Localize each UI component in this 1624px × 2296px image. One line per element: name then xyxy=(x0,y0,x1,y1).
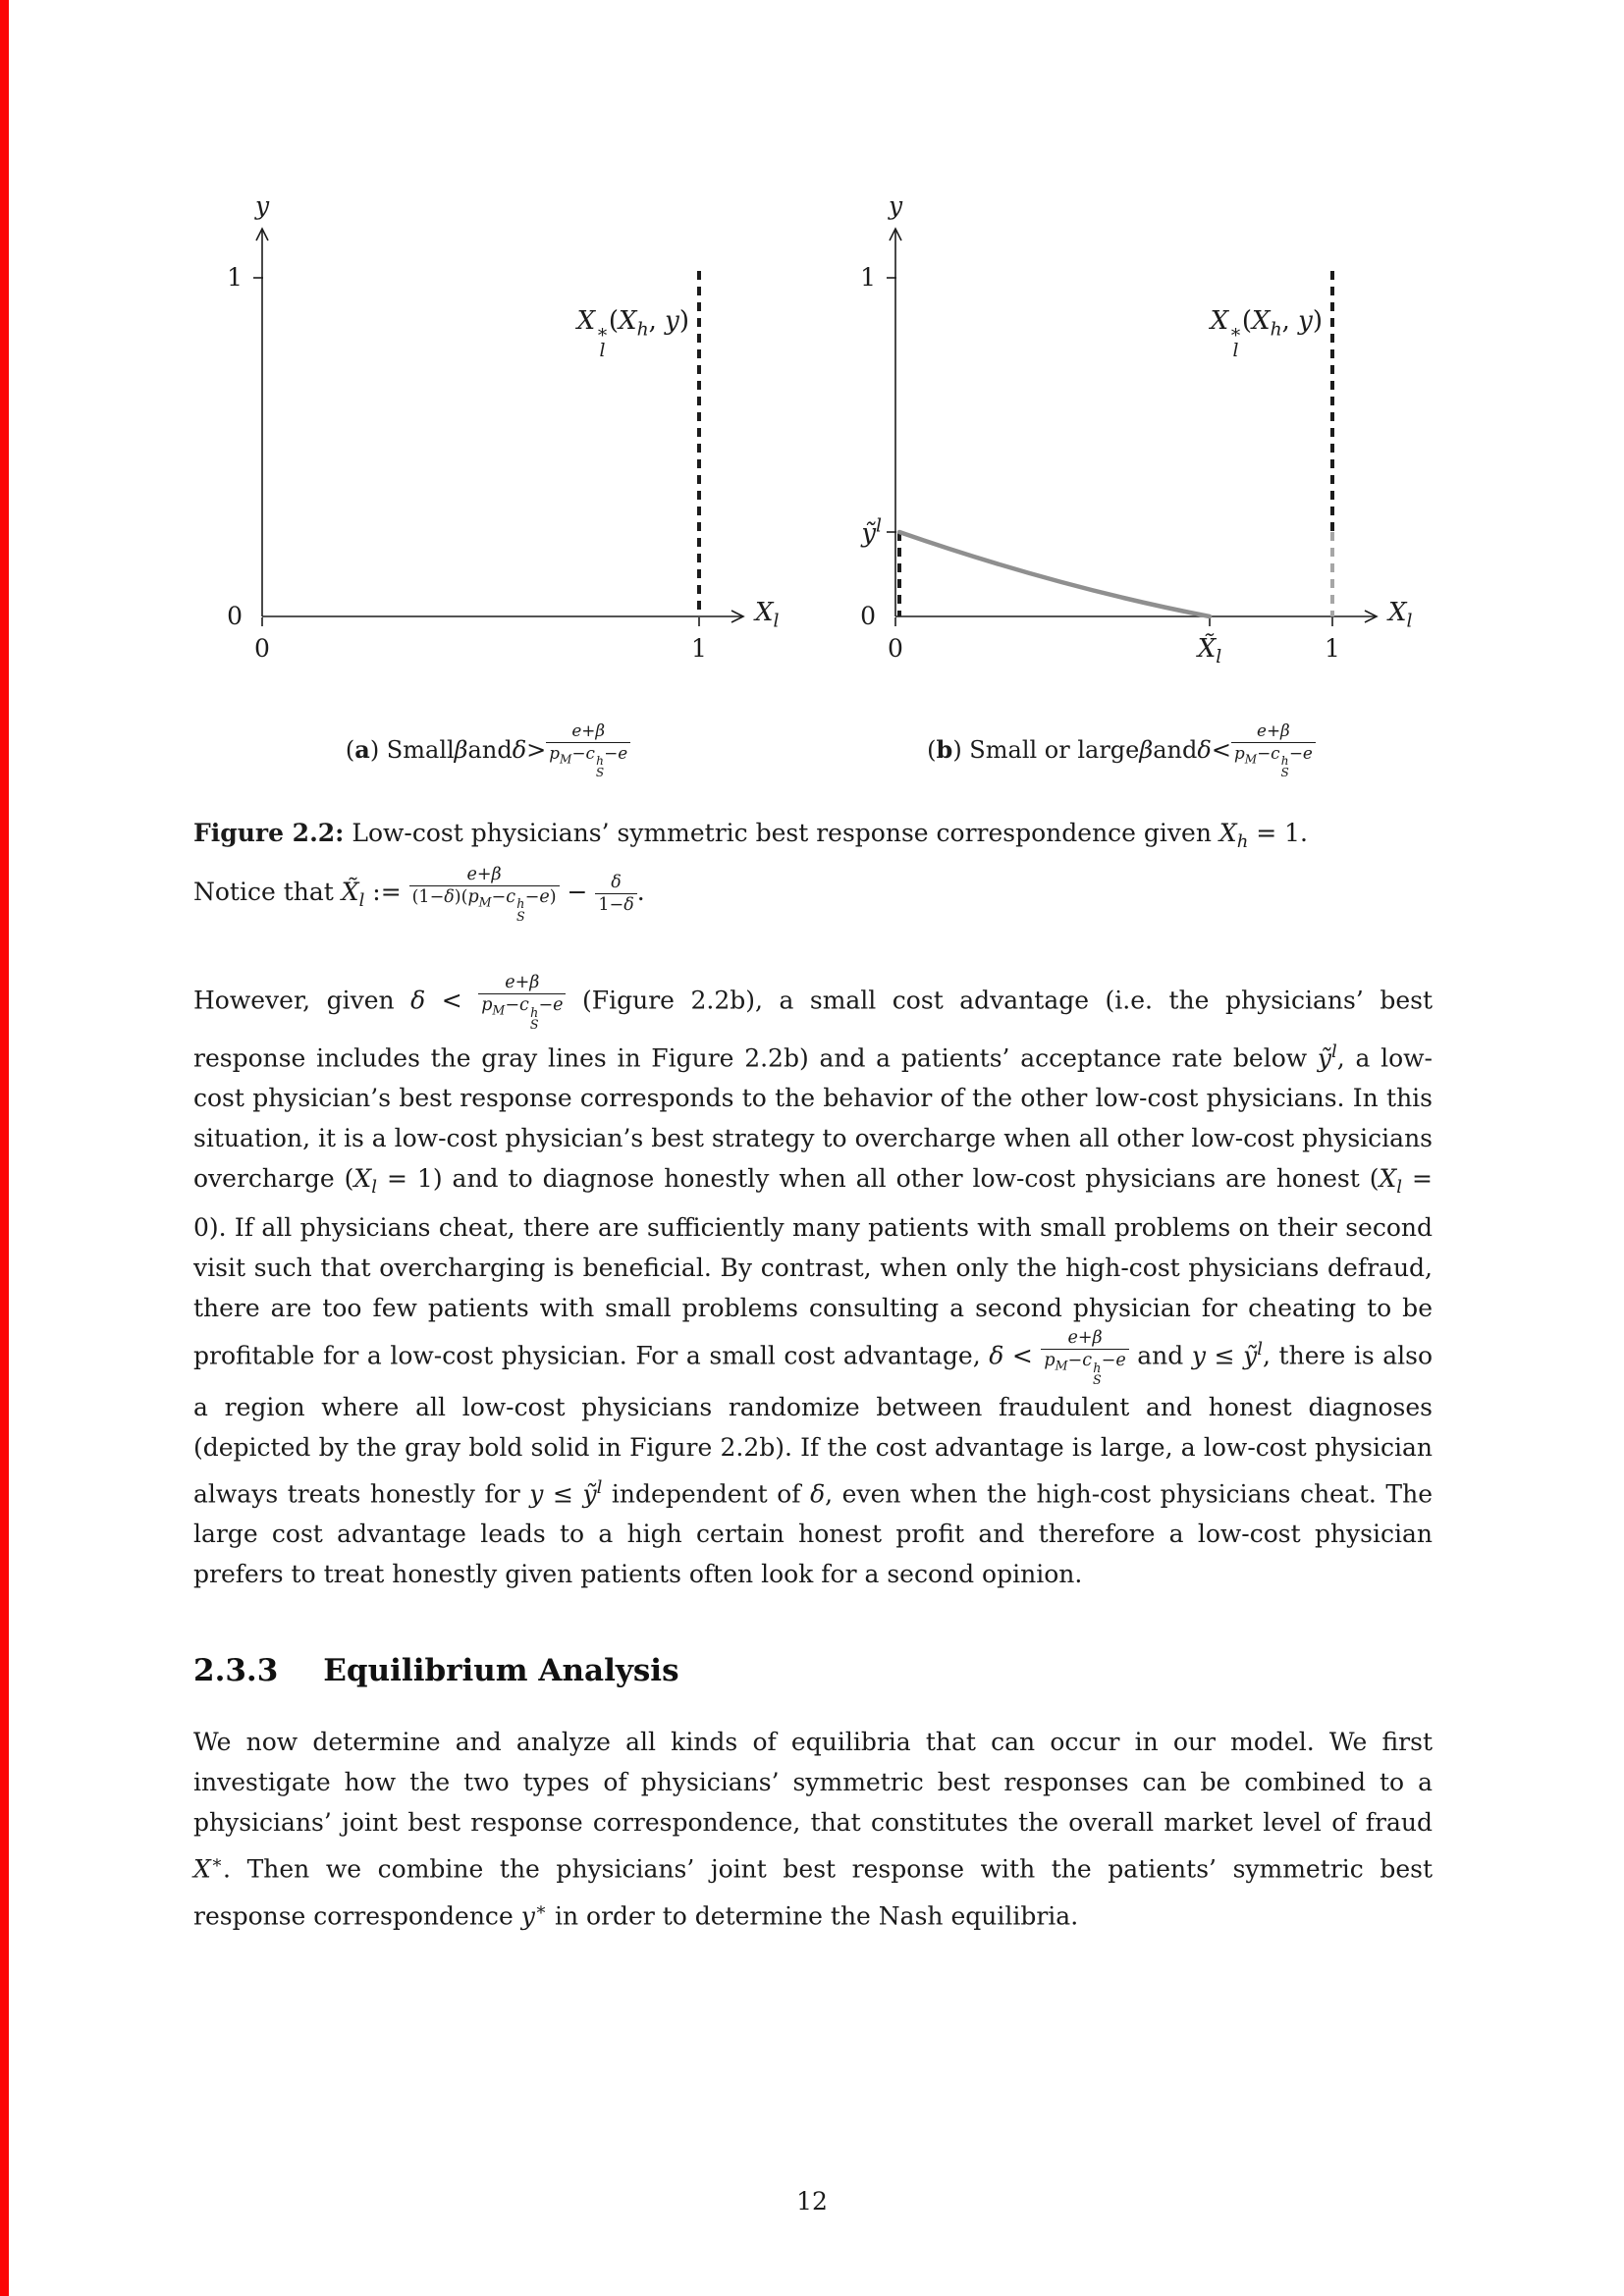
y0-tick-label: 0 xyxy=(860,602,876,630)
panel-a-caption: ( a ) Small β and δ > e+β $p_M-c$ h S −e xyxy=(193,719,783,781)
y-axis-title: y xyxy=(888,191,903,220)
x1-tick-label: 1 xyxy=(1325,634,1340,663)
y0-tick-label: 0 xyxy=(227,602,243,630)
figure-panel-a xyxy=(193,185,783,781)
best-response-label: X ∗ l ($X_h$, y) xyxy=(1210,306,1323,362)
page-number: 12 xyxy=(796,2187,828,2216)
y1-tick-label: 1 xyxy=(227,263,243,292)
figure-panel-b xyxy=(827,185,1416,781)
x1-tick-label: 1 xyxy=(691,634,707,663)
section-number: 2.3.3 xyxy=(193,1653,279,1689)
x-axis-title: $X_l$ xyxy=(1388,598,1413,632)
xtilde-tick-label: $X̃_l$ xyxy=(1197,634,1222,668)
figure-caption xyxy=(193,811,1433,924)
mixed-strategy-curve xyxy=(899,532,1210,616)
page-content xyxy=(193,185,1433,1936)
panel-b-caption: ( b ) Small or large β and δ < e+β $p_M-c$ h S −e xyxy=(827,719,1416,781)
x0-tick-label: 0 xyxy=(254,634,270,663)
section-heading xyxy=(193,1653,1433,1688)
figure-2-2 xyxy=(193,185,1416,781)
best-response-label: X ∗ l ($X_h$, y) xyxy=(576,306,689,362)
left-edge-marker xyxy=(0,0,9,2296)
figure-caption-label: Figure 2.2: xyxy=(193,819,345,847)
plot-b xyxy=(827,185,1416,675)
paragraph-2: We now determine and analyze all kinds of equilibria that can occur in our model. We first investigate how the two types of physicians’ symmetric best responses can be combined to a physicians’ joint best response correspondence, that constitutes the overall market level of fraud X∗. Then we combine the physicians’ joint best response with the patients’ symmetric best response correspondence y∗ in order to determine the Nash equilibria. xyxy=(193,1728,1433,1930)
y-axis-title: y xyxy=(254,191,270,220)
ytilde-tick-label: ỹ$^l$ xyxy=(861,515,882,549)
x-axis-title: $X_l$ xyxy=(755,598,780,632)
y1-tick-label: 1 xyxy=(860,263,876,292)
x0-tick-label: 0 xyxy=(888,634,903,663)
section-title: Equilibrium Analysis xyxy=(323,1653,679,1689)
figure-caption-text: Low-cost physicians’ symmetric best response correspondence given $X_h = 1$. Notice that $X̃_l$ := e+β $(1-\delta)(p_M-c$ h S −e) − $\frac{\delta}{1-\delta}$ . xyxy=(193,819,1308,925)
paragraph-1: However, given δ < e+β $p_M-c$ h S −e (Figure 2.2b), a small cost advantage (i.e. the physicians’ best response includes the gray lines in Figure 2.2b) and a patients’ acceptance rate below ỹ$^l$, a low-cost physician’s best response corresponds to the behavior of the other low-cost physicians. In this situation, it is a low-cost physician’s best strategy to overcharge when all other low-cost physicians overcharge $(X_l = 1)$ and to diagnose honestly when all other low-cost physicians are honest $(X_l = 0)$. If all physicians cheat, there are sufficiently many patients with small problems on their second visit such that overcharging is beneficial. By contrast, when only the high-cost physicians defraud, there are too few patients with small problems consulting a second physician for cheating to be profitable for a low-cost physician. For a small cost advantage, δ < e+β $p_M-c$ h S −e and y ≤ ỹ$^l$, there is also a region where all low-cost physicians randomize between fraudulent and honest diagnoses (depicted by the gray bold solid in Figure 2.2b). If the cost advantage is large, a low-cost physician always treats honestly for y ≤ ỹ$^l$ independent of δ, even when the high-cost physicians cheat. The large cost advantage leads to a high certain honest profit and therefore a low-cost physician prefers to treat honestly given patients often look for a second opinion. xyxy=(193,973,1434,1589)
plot-a-canvas xyxy=(193,185,783,675)
plot-b-canvas xyxy=(827,185,1416,675)
plot-a xyxy=(193,185,783,675)
